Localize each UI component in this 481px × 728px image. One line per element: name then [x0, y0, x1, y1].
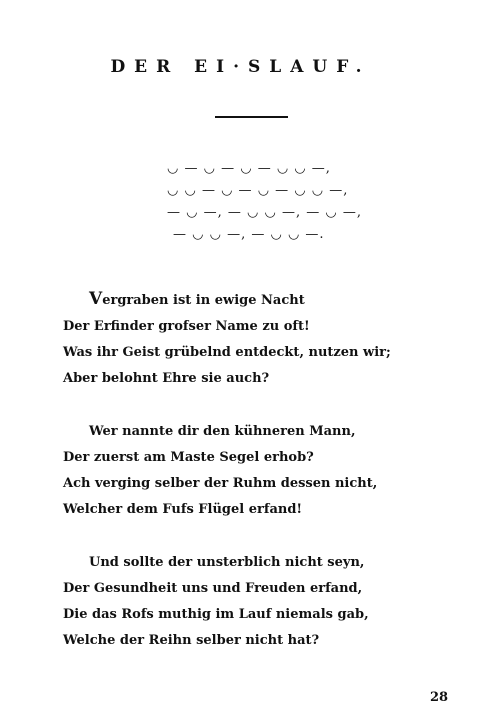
page-number: 28 — [430, 690, 449, 705]
metrical-scheme — [155, 158, 362, 246]
verse-line: Die das Rofs muthig im Lauf niemals gab, — [63, 607, 369, 622]
verse-line: Was ihr Geist grübelnd entdeckt, nutzen wir; — [63, 345, 391, 360]
stanza-3 — [63, 550, 443, 654]
verse-line — [63, 286, 443, 314]
drop-cap: V — [89, 289, 103, 309]
title-rule — [215, 116, 288, 118]
poem-body — [63, 286, 443, 681]
stanza-2 — [63, 419, 443, 523]
verse-line: Welche der Reihn selber nicht hat? — [63, 633, 320, 648]
verse-line: Und sollte der unsterblich nicht seyn, — [89, 555, 365, 570]
verse-line: Aber belohnt Ehre sie auch? — [63, 371, 270, 386]
verse-line: Ach verging selber der Ruhm dessen nicht, — [63, 476, 378, 491]
meter-line-2: ◡ ◡ — ◡ — ◡ — ◡ ◡ —, — [167, 183, 349, 198]
verse-line: Der Gesundheit uns und Freuden erfand, — [63, 581, 363, 596]
verse-text: ergraben ist in ewige Nacht — [102, 293, 305, 308]
stanza-1 — [63, 286, 443, 392]
verse-line: Wer nannte dir den kühneren Mann, — [89, 424, 356, 439]
meter-line-4: — ◡ ◡ —, — ◡ ◡ —. — [173, 227, 325, 242]
verse-line: Der Erfinder grofser Name zu oft! — [63, 319, 310, 334]
verse-line: Welcher dem Fufs Flügel erfand! — [63, 502, 303, 517]
meter-line-3: — ◡ —, — ◡ ◡ —, — ◡ —, — [167, 205, 362, 220]
meter-line-1: ◡ — ◡ — ◡ — ◡ ◡ —, — [167, 161, 331, 176]
poem-title: DER EI·SLAUF. — [110, 57, 371, 77]
verse-line: Der zuerst am Maste Segel erhob? — [63, 450, 314, 465]
